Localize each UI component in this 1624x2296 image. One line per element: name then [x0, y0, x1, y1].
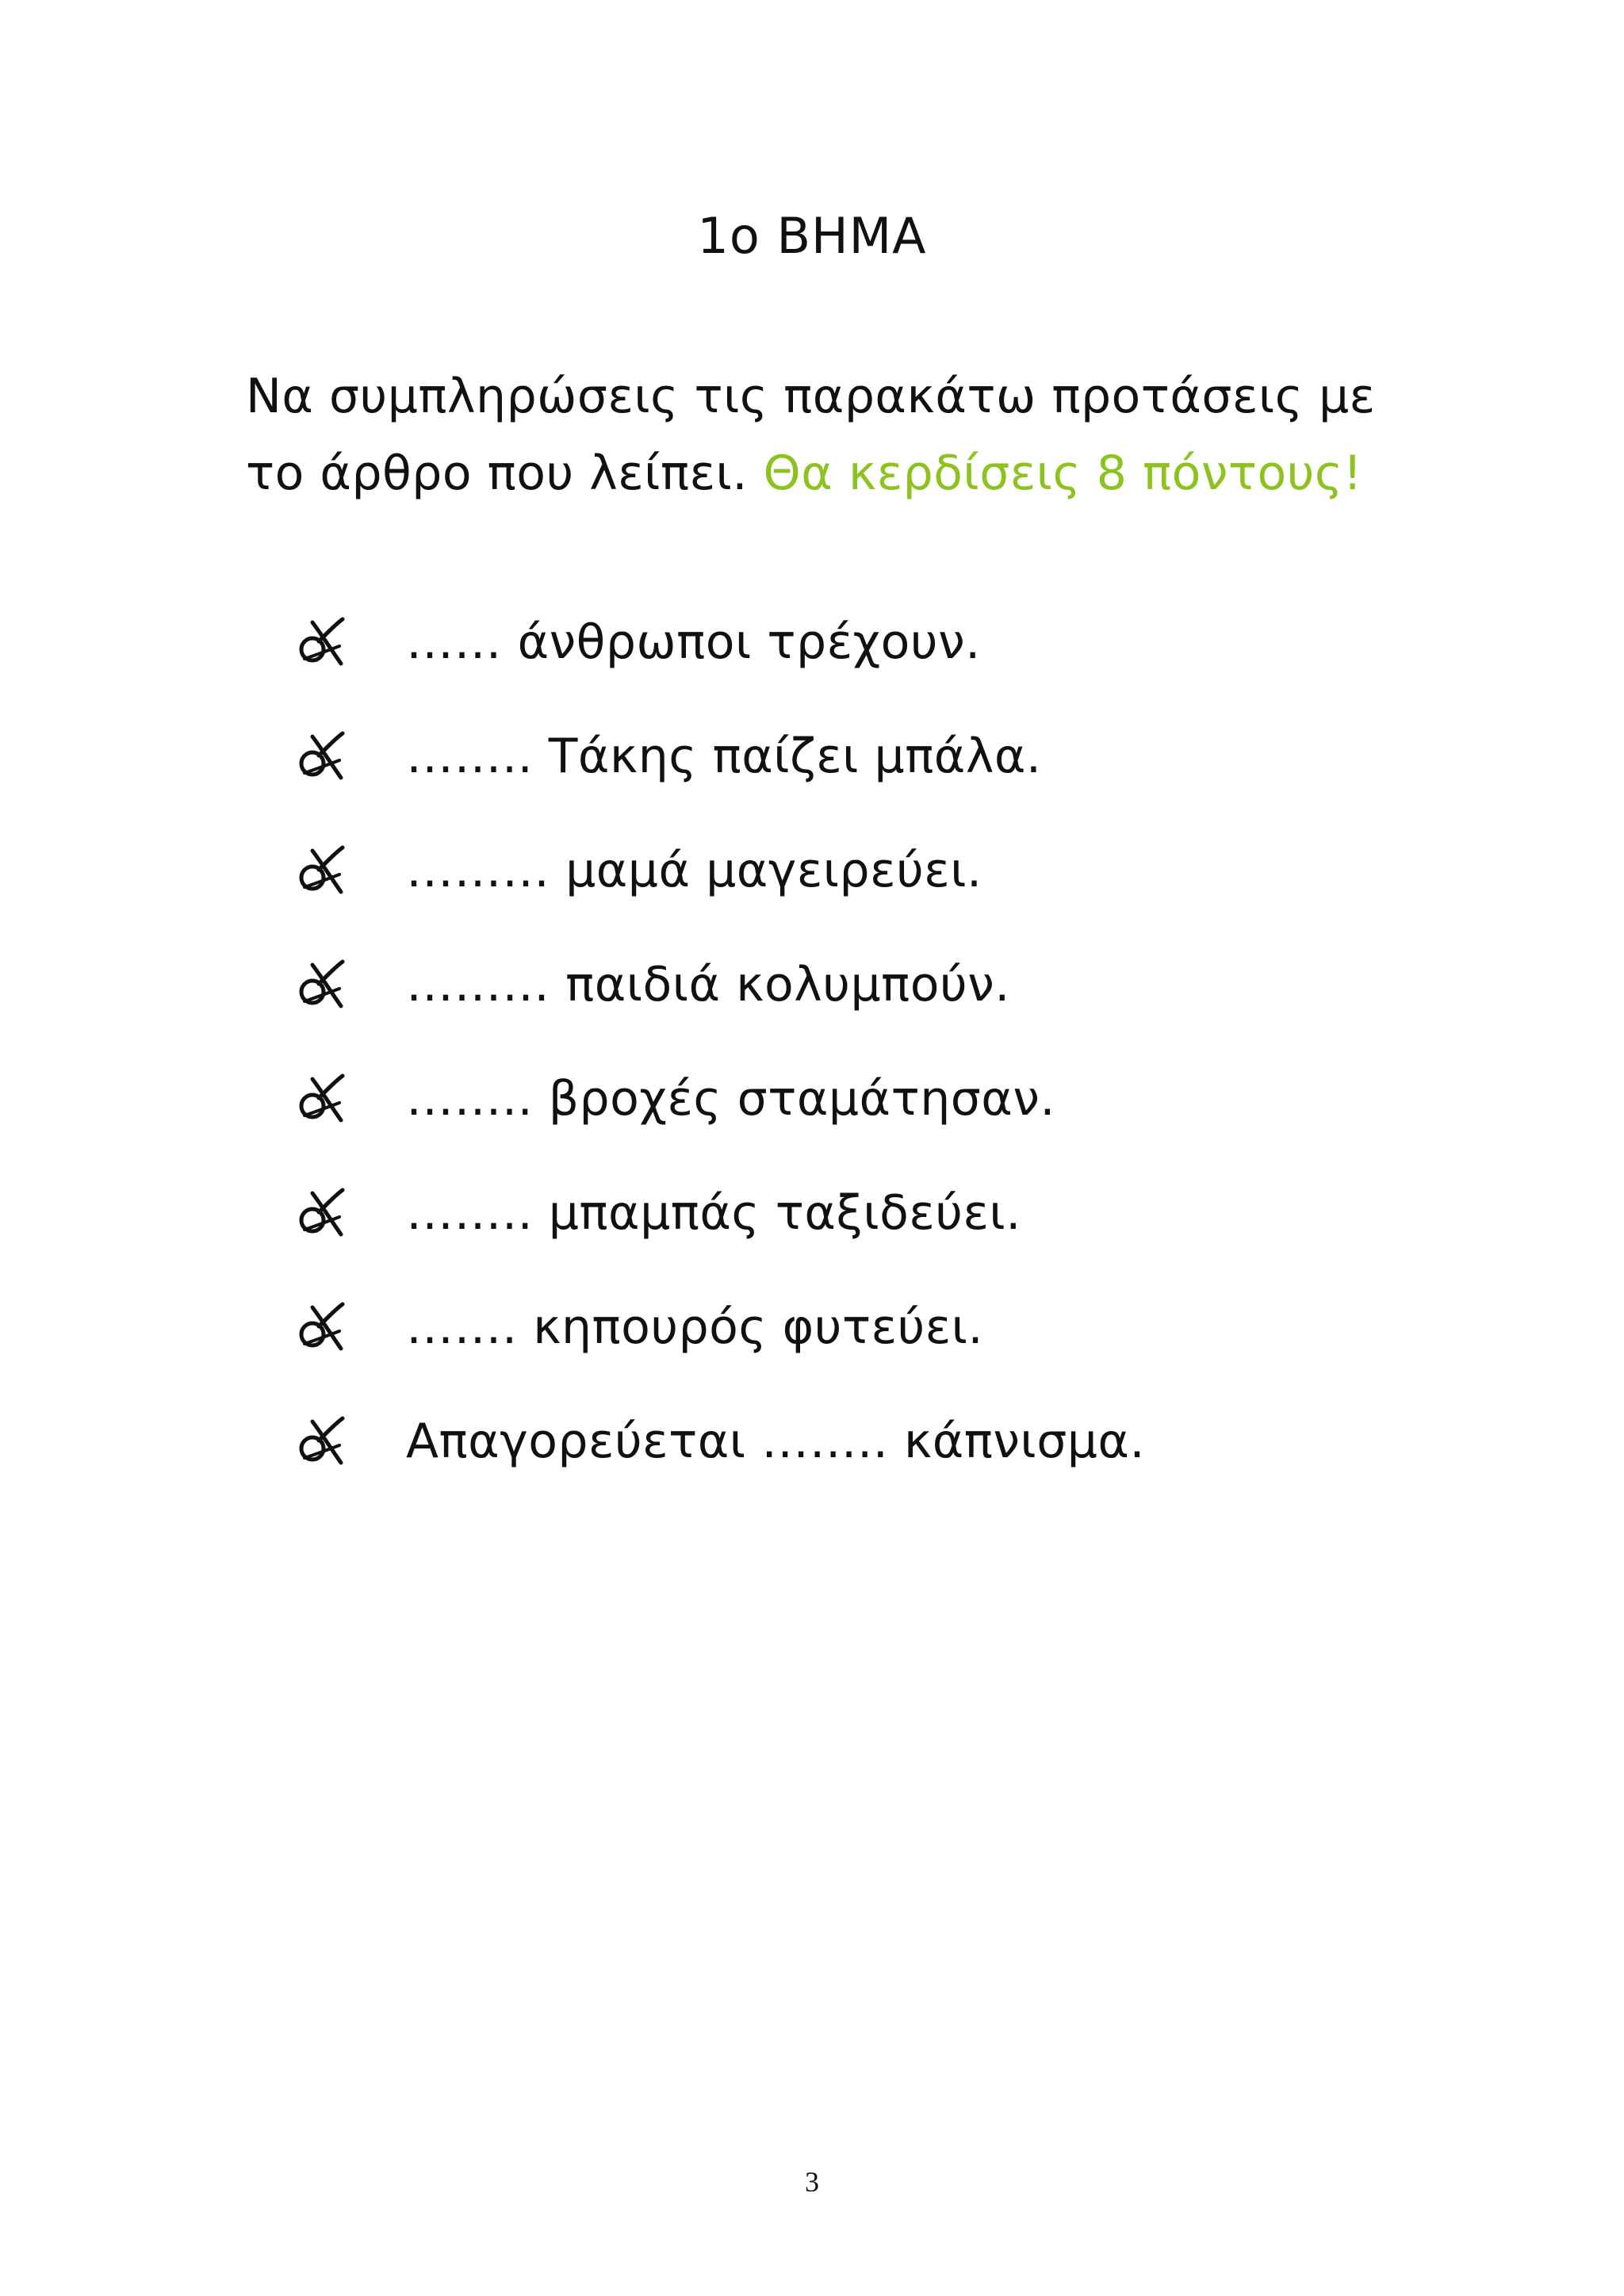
scissors-icon: [295, 729, 350, 784]
instruction-line-2: [246, 435, 1388, 512]
list-item: [295, 699, 1145, 813]
list-item-text: …….. βροχές σταμάτησαν.: [406, 1071, 1055, 1127]
instruction-text: το άρθρο που λείπει.: [246, 446, 764, 501]
instruction-line-1: Να συμπληρώσεις τις παρακάτω προτάσεις με: [246, 369, 1376, 424]
list-item: [295, 1156, 1145, 1270]
scissors-icon: [295, 1414, 350, 1469]
scissors-icon: [295, 614, 350, 670]
list-item: [295, 1042, 1145, 1156]
page-title: 1ο ΒΗΜΑ: [697, 207, 927, 265]
list-item: [295, 1270, 1145, 1384]
list-item-text: …… άνθρωποι τρέχουν.: [406, 614, 981, 670]
points-highlight: Θα κερδίσεις 8 πόντους!: [763, 446, 1363, 501]
list-item: [295, 813, 1145, 928]
list-item-text: ……. κηπουρός φυτεύει.: [406, 1299, 984, 1355]
scissors-icon: [295, 1299, 350, 1355]
scissors-icon: [295, 843, 350, 898]
page-number: 3: [805, 2166, 819, 2198]
list-item-text: ……… παιδιά κολυμπούν.: [406, 957, 1010, 1012]
list-item: [295, 585, 1145, 699]
scissors-icon: [295, 957, 350, 1012]
list-item: [295, 928, 1145, 1042]
list-item-text: …….. Τάκης παίζει μπάλα.: [406, 729, 1042, 784]
scissors-icon: [295, 1071, 350, 1127]
scissors-icon: [295, 1185, 350, 1241]
list-item-text: ……… μαμά μαγειρεύει.: [406, 843, 982, 898]
instruction-paragraph: [246, 358, 1388, 512]
list-item-text: Απαγορεύεται …….. κάπνισμα.: [406, 1414, 1146, 1469]
list-item-text: …….. μπαμπάς ταξιδεύει.: [406, 1185, 1021, 1241]
list-item: [295, 1384, 1145, 1498]
exercise-list: [295, 585, 1145, 1498]
